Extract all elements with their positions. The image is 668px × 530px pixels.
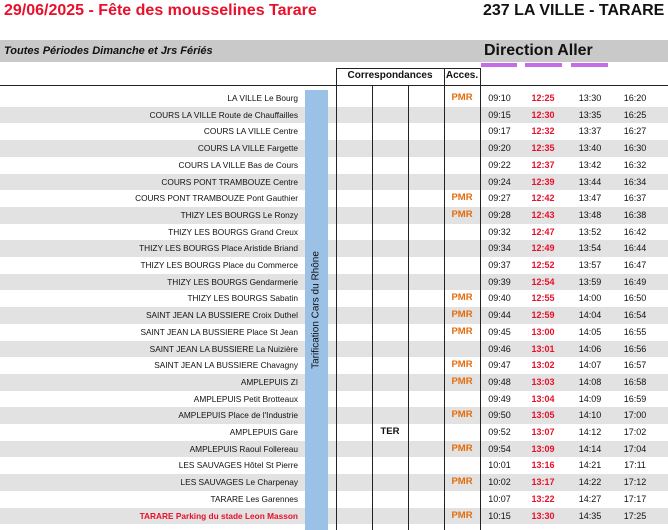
ter-connection <box>372 407 408 424</box>
pmr-badge <box>444 107 480 124</box>
direction-label: Direction Aller <box>484 42 593 59</box>
departure-time: 12:35 <box>531 143 555 154</box>
departure-time: 13:22 <box>531 493 555 504</box>
departure-time: 16:27 <box>623 126 647 137</box>
departure-time: 16:55 <box>623 326 647 337</box>
ter-connection <box>372 474 408 491</box>
table-row <box>0 424 668 441</box>
pmr-badge <box>444 123 480 140</box>
departure-time: 17:25 <box>623 510 647 521</box>
departure-time: 13:04 <box>531 393 555 404</box>
pmr-badge <box>444 140 480 157</box>
stop-name: TARARE Parking du stade Leon Masson <box>139 510 298 521</box>
departure-time: 13:47 <box>578 193 602 204</box>
departure-time: 09:46 <box>488 343 511 354</box>
departure-time: 16:50 <box>623 293 647 304</box>
departure-time: 12:47 <box>531 226 555 237</box>
ter-connection <box>372 140 408 157</box>
departure-time: 13:16 <box>531 460 555 471</box>
stop-name: AMPLEPUIS ZI <box>240 376 298 387</box>
pmr-badge: PMR <box>451 442 473 454</box>
stop-name: SAINT JEAN LA BUSSIERE Place St Jean <box>140 326 298 337</box>
departure-time: 13:37 <box>578 126 602 137</box>
departure-time: 14:06 <box>578 343 602 354</box>
departure-time: 09:37 <box>488 260 511 270</box>
departure-time: 16:32 <box>623 159 647 170</box>
trip-3-underline <box>571 63 608 67</box>
departure-time: 16:47 <box>623 260 647 270</box>
stop-name: AMPLEPUIS Place de l'Industrie <box>178 410 298 421</box>
pmr-badge: PMR <box>451 192 473 204</box>
stop-name: SAINT JEAN LA BUSSIERE Croix Duthel <box>145 310 298 321</box>
pmr-badge: PMR <box>451 375 473 387</box>
pmr-badge <box>444 257 480 274</box>
departure-time: 12:59 <box>531 310 555 321</box>
table-row <box>0 157 668 174</box>
pmr-badge <box>444 157 480 174</box>
departure-time: 14:10 <box>578 410 602 421</box>
table-row <box>0 140 668 157</box>
departure-time: 13:05 <box>531 410 555 421</box>
table-row <box>0 257 668 274</box>
table-row <box>0 307 668 324</box>
departure-time: 14:05 <box>578 326 602 337</box>
stop-name: THIZY LES BOURGS Gendarmerie <box>167 276 298 287</box>
departure-time: 13:17 <box>531 477 555 488</box>
departure-time: 09:49 <box>488 393 511 404</box>
departure-time: 12:54 <box>531 276 555 287</box>
ter-connection <box>372 207 408 224</box>
departure-time: 17:12 <box>623 477 647 488</box>
table-row <box>0 90 668 107</box>
stop-name: THIZY LES BOURGS Sabatin <box>187 293 298 304</box>
departure-time: 16:49 <box>623 276 647 287</box>
grid-line <box>408 85 409 530</box>
departure-time: 14:27 <box>578 493 602 504</box>
departure-time: 12:32 <box>531 126 555 137</box>
ter-connection <box>372 457 408 474</box>
ter-connection <box>372 391 408 408</box>
header-bottom-rule <box>0 85 668 86</box>
departure-time: 12:39 <box>531 176 555 187</box>
departure-time: 09:39 <box>488 276 511 287</box>
stop-name: AMPLEPUIS Gare <box>229 427 298 437</box>
table-row <box>0 240 668 257</box>
departure-time: 09:15 <box>488 109 511 120</box>
ter-connection: TER <box>380 426 400 437</box>
departure-time: 09:48 <box>488 376 511 387</box>
departure-time: 14:00 <box>578 293 602 304</box>
departure-time: 17:17 <box>623 493 647 504</box>
departure-time: 17:04 <box>623 443 647 454</box>
departure-time: 10:15 <box>488 510 511 521</box>
departure-time: 10:01 <box>488 460 511 471</box>
table-row <box>0 274 668 291</box>
departure-time: 13:42 <box>578 159 602 170</box>
departure-time: 12:30 <box>531 109 555 120</box>
departure-time: 16:34 <box>623 176 647 187</box>
departure-time: 13:00 <box>531 326 555 337</box>
stop-name: AMPLEPUIS Raoul Follereau <box>189 443 298 454</box>
departure-time: 09:40 <box>488 293 511 304</box>
departure-time: 16:25 <box>623 109 647 120</box>
stop-name: THIZY LES BOURGS Grand Creux <box>168 226 298 237</box>
departure-time: 16:37 <box>623 193 647 204</box>
stop-name: AMPLEPUIS Petit Brotteaux <box>193 393 298 404</box>
table-row <box>0 491 668 508</box>
line-title: 237 LA VILLE - TARARE <box>483 2 665 19</box>
departure-time: 14:35 <box>578 510 602 521</box>
pmr-badge <box>444 224 480 241</box>
stop-name: TARARE Les Garennes <box>210 493 298 504</box>
table-row <box>0 441 668 458</box>
departure-time: 09:20 <box>488 143 511 154</box>
departure-time: 09:50 <box>488 410 511 421</box>
departure-time: 13:40 <box>578 143 602 154</box>
departure-time: 16:56 <box>623 343 647 354</box>
departure-time: 16:57 <box>623 360 647 371</box>
departure-time: 09:52 <box>488 427 511 437</box>
departure-time: 16:42 <box>623 226 647 237</box>
stop-name: COURS PONT TRAMBOUZE Centre <box>161 176 298 187</box>
ter-connection <box>372 290 408 307</box>
departure-time: 13:07 <box>531 427 555 437</box>
ter-connection <box>372 190 408 207</box>
pmr-badge <box>444 424 480 441</box>
pmr-badge: PMR <box>451 325 473 337</box>
stop-name: THIZY LES BOURGS Place Aristide Briand <box>139 243 298 254</box>
departure-time: 16:58 <box>623 376 647 387</box>
ter-connection <box>372 90 408 107</box>
departure-time: 16:59 <box>623 393 647 404</box>
tarification-label: Tarification Cars du Rhône <box>310 251 322 369</box>
ter-connection <box>372 157 408 174</box>
ter-connection <box>372 324 408 341</box>
trip-2-underline <box>525 63 562 67</box>
pmr-badge <box>444 240 480 257</box>
table-row <box>0 324 668 341</box>
stop-name: THIZY LES BOURGS Le Ronzy <box>180 209 298 220</box>
departure-time: 14:21 <box>578 460 602 471</box>
table-row <box>0 474 668 491</box>
acces-header: Acces. <box>445 70 479 81</box>
departure-time: 13:03 <box>531 376 555 387</box>
grid-line <box>372 85 373 530</box>
pmr-badge <box>444 391 480 408</box>
grid-line <box>336 68 337 530</box>
stop-name: LA VILLE Le Bourg <box>227 93 298 103</box>
departure-time: 13:30 <box>531 510 555 521</box>
pmr-badge: PMR <box>451 509 473 521</box>
departure-time: 13:44 <box>578 176 602 187</box>
ter-connection <box>372 441 408 458</box>
departure-time: 14:04 <box>578 310 602 321</box>
departure-time: 12:43 <box>531 209 555 220</box>
ter-connection <box>372 341 408 358</box>
table-row <box>0 341 668 358</box>
table-row <box>0 207 668 224</box>
departure-time: 12:42 <box>531 193 555 204</box>
departure-time: 12:37 <box>531 159 555 170</box>
stop-name: THIZY LES BOURGS Place du Commerce <box>140 260 298 270</box>
stop-name: COURS LA VILLE Bas de Cours <box>178 159 298 170</box>
departure-time: 09:34 <box>488 243 511 254</box>
ter-connection <box>372 107 408 124</box>
departure-time: 12:25 <box>531 93 555 103</box>
departure-time: 14:08 <box>578 376 602 387</box>
departure-time: 13:01 <box>531 343 555 354</box>
pmr-badge <box>444 274 480 291</box>
pmr-badge <box>444 174 480 191</box>
departure-time: 12:49 <box>531 243 555 254</box>
ter-connection <box>372 307 408 324</box>
departure-time: 09:22 <box>488 159 511 170</box>
departure-time: 12:55 <box>531 293 555 304</box>
stop-name: SAINT JEAN LA BUSSIERE Chavagny <box>154 360 298 371</box>
grid-line <box>480 68 481 530</box>
stop-name: LES SAUVAGES Hôtel St Pierre <box>178 460 298 471</box>
departure-time: 13:30 <box>578 93 602 103</box>
departure-time: 13:02 <box>531 360 555 371</box>
departure-time: 14:07 <box>578 360 602 371</box>
pmr-badge: PMR <box>451 92 473 103</box>
table-row <box>0 123 668 140</box>
departure-time: 14:12 <box>578 427 602 437</box>
table-row <box>0 224 668 241</box>
stop-name: LES SAUVAGES Le Charpenay <box>180 477 298 488</box>
table-row <box>0 190 668 207</box>
departure-time: 12:52 <box>531 260 555 270</box>
pmr-badge: PMR <box>451 476 473 488</box>
departure-time: 13:35 <box>578 109 602 120</box>
stop-name: COURS PONT TRAMBOUZE Pont Gauthier <box>135 193 298 204</box>
table-row <box>0 290 668 307</box>
departure-time: 16:30 <box>623 143 647 154</box>
ter-connection <box>372 357 408 374</box>
departure-time: 09:28 <box>488 209 511 220</box>
trip-1-underline <box>481 63 517 67</box>
ter-connection <box>372 257 408 274</box>
ter-connection <box>372 374 408 391</box>
correspondances-header: Correspondances <box>347 70 433 81</box>
timetable-grid <box>0 68 668 530</box>
departure-time: 17:02 <box>623 427 647 437</box>
departure-time: 13:57 <box>578 260 602 270</box>
departure-time: 16:38 <box>623 209 647 220</box>
departure-time: 09:32 <box>488 226 511 237</box>
pmr-badge: PMR <box>451 359 473 371</box>
departure-time: 09:24 <box>488 176 511 187</box>
pmr-badge: PMR <box>451 309 473 321</box>
table-row <box>0 374 668 391</box>
table-row <box>0 357 668 374</box>
departure-time: 09:47 <box>488 360 511 371</box>
event-title: 29/06/2025 - Fête des mousselines Tarare <box>4 2 317 19</box>
stop-name: SAINT JEAN LA BUSSIERE La Nuizière <box>149 343 298 354</box>
table-row <box>0 174 668 191</box>
departure-time: 09:54 <box>488 443 511 454</box>
ter-connection <box>372 274 408 291</box>
departure-time: 09:45 <box>488 326 511 337</box>
departure-time: 14:14 <box>578 443 602 454</box>
departure-time: 14:22 <box>578 477 602 488</box>
ter-connection <box>372 123 408 140</box>
departure-time: 09:44 <box>488 310 511 321</box>
departure-time: 14:09 <box>578 393 602 404</box>
departure-time: 16:20 <box>623 93 647 103</box>
grid-line <box>444 68 445 530</box>
departure-time: 10:07 <box>488 493 511 504</box>
departure-time: 13:52 <box>578 226 602 237</box>
table-row <box>0 457 668 474</box>
pmr-badge: PMR <box>451 208 473 220</box>
pmr-badge <box>444 491 480 508</box>
table-row <box>0 391 668 408</box>
stop-name: COURS LA VILLE Route de Chauffailles <box>149 109 298 120</box>
pmr-badge: PMR <box>451 292 473 304</box>
ter-connection <box>372 240 408 257</box>
departure-time: 10:02 <box>488 477 511 488</box>
pmr-badge <box>444 341 480 358</box>
header-top-rule <box>336 68 480 69</box>
departure-time: 13:59 <box>578 276 602 287</box>
departure-time: 13:48 <box>578 209 602 220</box>
departure-time: 17:00 <box>623 410 647 421</box>
ter-connection <box>372 174 408 191</box>
pmr-badge: PMR <box>451 409 473 421</box>
departure-time: 13:54 <box>578 243 602 254</box>
departure-time: 16:54 <box>623 310 647 321</box>
departure-time: 16:44 <box>623 243 647 254</box>
ter-connection <box>372 508 408 525</box>
stop-name: COURS LA VILLE Centre <box>203 126 298 137</box>
ter-connection <box>372 224 408 241</box>
departure-time: 09:27 <box>488 193 511 204</box>
table-row <box>0 107 668 124</box>
departure-time: 09:10 <box>488 93 511 103</box>
period-label: Toutes Périodes Dimanche et Jrs Fériés <box>4 45 213 57</box>
table-row <box>0 407 668 424</box>
pmr-badge <box>444 457 480 474</box>
departure-time: 17:11 <box>624 460 646 471</box>
ter-connection <box>372 491 408 508</box>
table-row <box>0 508 668 525</box>
departure-time: 09:17 <box>488 126 511 137</box>
stop-name: COURS LA VILLE Fargette <box>197 143 298 154</box>
departure-time: 13:09 <box>531 443 555 454</box>
